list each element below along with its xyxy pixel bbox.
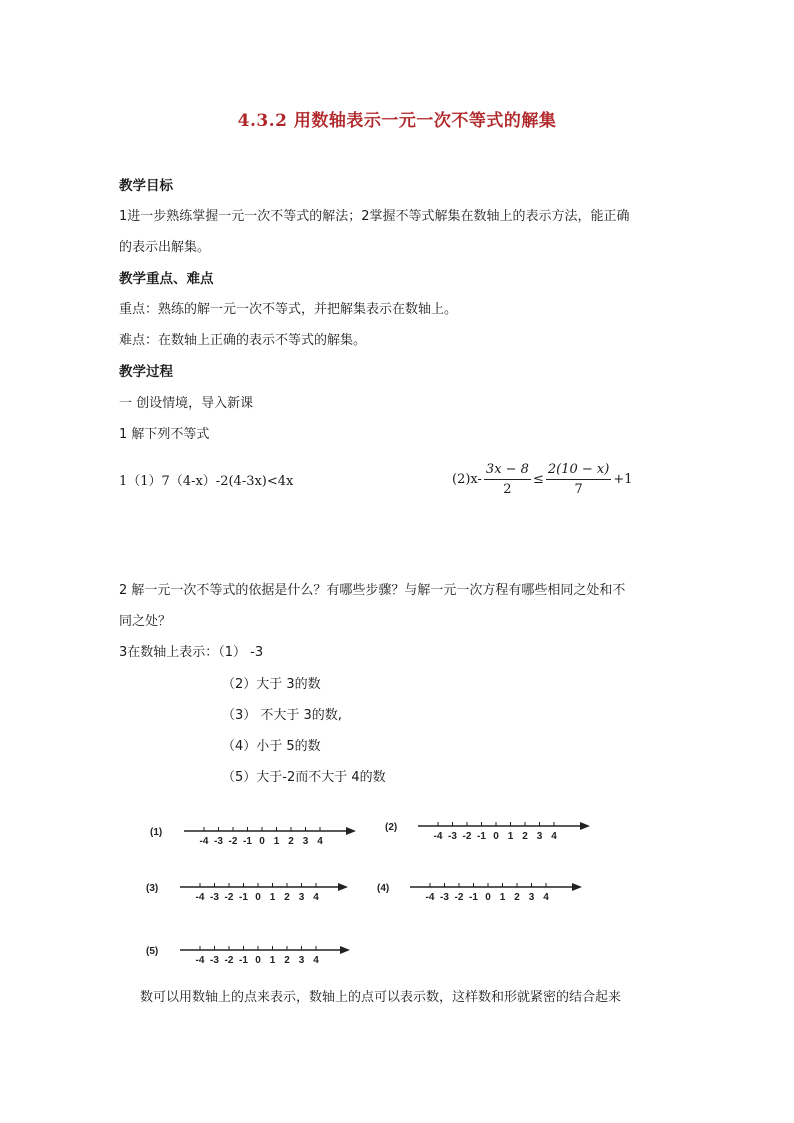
step-1-text: 一 创设情境，导入新课	[119, 396, 254, 411]
inequality-2	[452, 462, 632, 497]
number-line-5-tick-label: 3	[298, 955, 305, 966]
fraction-2-numerator: 2(10 − x)	[546, 462, 611, 480]
number-line-2-tick-label: 3	[536, 831, 543, 842]
number-line-4-tick-label: -2	[454, 892, 464, 903]
number-line-4-tick-label: 1	[499, 892, 506, 903]
question-3-item-5: （5）大于-2而不大于 4的数	[222, 770, 386, 785]
number-line-2-tick-label: 2	[522, 831, 528, 842]
inequality-1: 1（1）7（4-x）-2(4-3x)<4x	[119, 474, 294, 489]
number-line-5-tick-label: 0	[255, 955, 261, 966]
number-line-1-tick-label: 0	[259, 836, 265, 847]
number-line-1-tick-label: -3	[214, 836, 223, 847]
number-line-2-tick-label: -2	[462, 831, 472, 842]
number-line-2-arrow	[580, 822, 590, 830]
number-line-5-label: (5)	[146, 946, 159, 957]
number-line-3-tick-label: -4	[195, 892, 205, 903]
number-line-2-label: (2)	[385, 822, 398, 833]
number-line-4-tick-label: 4	[543, 892, 549, 903]
goals-heading: 教学目标	[119, 178, 173, 194]
number-line-1-arrow	[346, 827, 356, 835]
number-line-4-tick-label: 2	[514, 892, 520, 903]
number-line-5-tick-label: 1	[269, 955, 276, 966]
question-3-item-4: （4）小于 5的数	[222, 739, 321, 754]
number-line-1-tick-label: -4	[199, 836, 209, 847]
goals-line-2: 的表示出解集。	[119, 240, 211, 255]
inequality-2-suffix: +1	[613, 472, 633, 487]
question-2-line-1: 2 解一元一次不等式的依据是什么？有哪些步骤？与解一元一次方程有哪些相同之处和不	[119, 583, 626, 598]
process-heading: 教学过程	[119, 364, 173, 380]
question-3-item-2: （2）大于 3的数	[222, 677, 321, 692]
number-line-4-label: (4)	[377, 883, 390, 894]
number-line-2-tick-label: 0	[493, 831, 499, 842]
number-line-4-tick-label: -4	[425, 892, 435, 903]
number-line-1-tick-label: 4	[317, 836, 323, 847]
number-line-4-arrow	[572, 883, 582, 891]
number-line-3-tick-label: 1	[269, 892, 276, 903]
number-line-3-arrow	[338, 883, 348, 891]
number-line-5-tick-label: -4	[195, 955, 205, 966]
number-line-2-tick-label: -3	[448, 831, 457, 842]
question-1-text: 1 解下列不等式	[119, 427, 210, 442]
fraction-2-denominator: 7	[574, 482, 583, 497]
fraction-1-denominator: 2	[503, 482, 512, 497]
number-line-2-tick-label: -1	[477, 831, 486, 842]
inequality-2-prefix: (2)x-	[452, 472, 482, 487]
number-line-3-label: (3)	[146, 883, 159, 894]
number-line-1-label: (1)	[150, 827, 163, 838]
number-line-5-tick-label: 2	[284, 955, 290, 966]
number-line-1-tick-label: -2	[228, 836, 238, 847]
page-title: 4.3.2 用数轴表示一元一次不等式的解集	[237, 111, 557, 131]
inequality-2-relation: ≤	[532, 472, 544, 487]
question-3-text: 3在数轴上表示：（1） -3	[119, 645, 264, 660]
number-line-3-tick-label: 3	[298, 892, 305, 903]
question-3-item-3: （3） 不大于 3的数,	[222, 708, 342, 723]
question-2-line-2: 同之处？	[119, 614, 172, 629]
conclusion-text: 数可以用数轴上的点来表示，数轴上的点可以表示数，这样数和形就紧密的结合起来	[140, 990, 622, 1005]
number-line-3-tick-label: -1	[239, 892, 248, 903]
number-line-5-tick-label: -2	[224, 955, 234, 966]
number-line-5-tick-label: 4	[313, 955, 319, 966]
keypoints-heading: 教学重点、难点	[119, 271, 214, 287]
difficulty-text: 难点：在数轴上正确的表示不等式的解集。	[119, 333, 367, 348]
number-line-1-tick-label: 2	[288, 836, 294, 847]
number-line-1-tick-label: -1	[243, 836, 252, 847]
fraction-1	[484, 462, 531, 497]
number-line-4-tick-label: -1	[469, 892, 478, 903]
number-line-5-arrow	[340, 946, 350, 954]
number-line-3-tick-label: 0	[255, 892, 261, 903]
number-line-2-tick-label: 4	[551, 831, 557, 842]
fraction-2	[546, 462, 611, 497]
number-line-2-tick-label: 1	[507, 831, 514, 842]
fraction-1-numerator: 3x − 8	[484, 462, 531, 480]
number-line-4-tick-label: -3	[440, 892, 449, 903]
number-line-1-tick-label: 3	[302, 836, 309, 847]
number-line-3-tick-label: -2	[224, 892, 234, 903]
number-line-5-tick-label: -3	[210, 955, 219, 966]
number-line-1-tick-label: 1	[273, 836, 280, 847]
number-line-5-tick-label: -1	[239, 955, 248, 966]
number-line-4-tick-label: 0	[485, 892, 491, 903]
number-line-4-tick-label: 3	[528, 892, 535, 903]
keypoint-text: 重点：熟练的解一元一次不等式，并把解集表示在数轴上。	[119, 302, 458, 317]
goals-line-1: 1进一步熟练掌握一元一次不等式的解法；2掌握不等式解集在数轴上的表示方法，能正确	[119, 209, 630, 224]
number-line-3-tick-label: -3	[210, 892, 219, 903]
number-line-3-tick-label: 4	[313, 892, 319, 903]
number-line-3-tick-label: 2	[284, 892, 290, 903]
number-line-2-tick-label: -4	[433, 831, 443, 842]
